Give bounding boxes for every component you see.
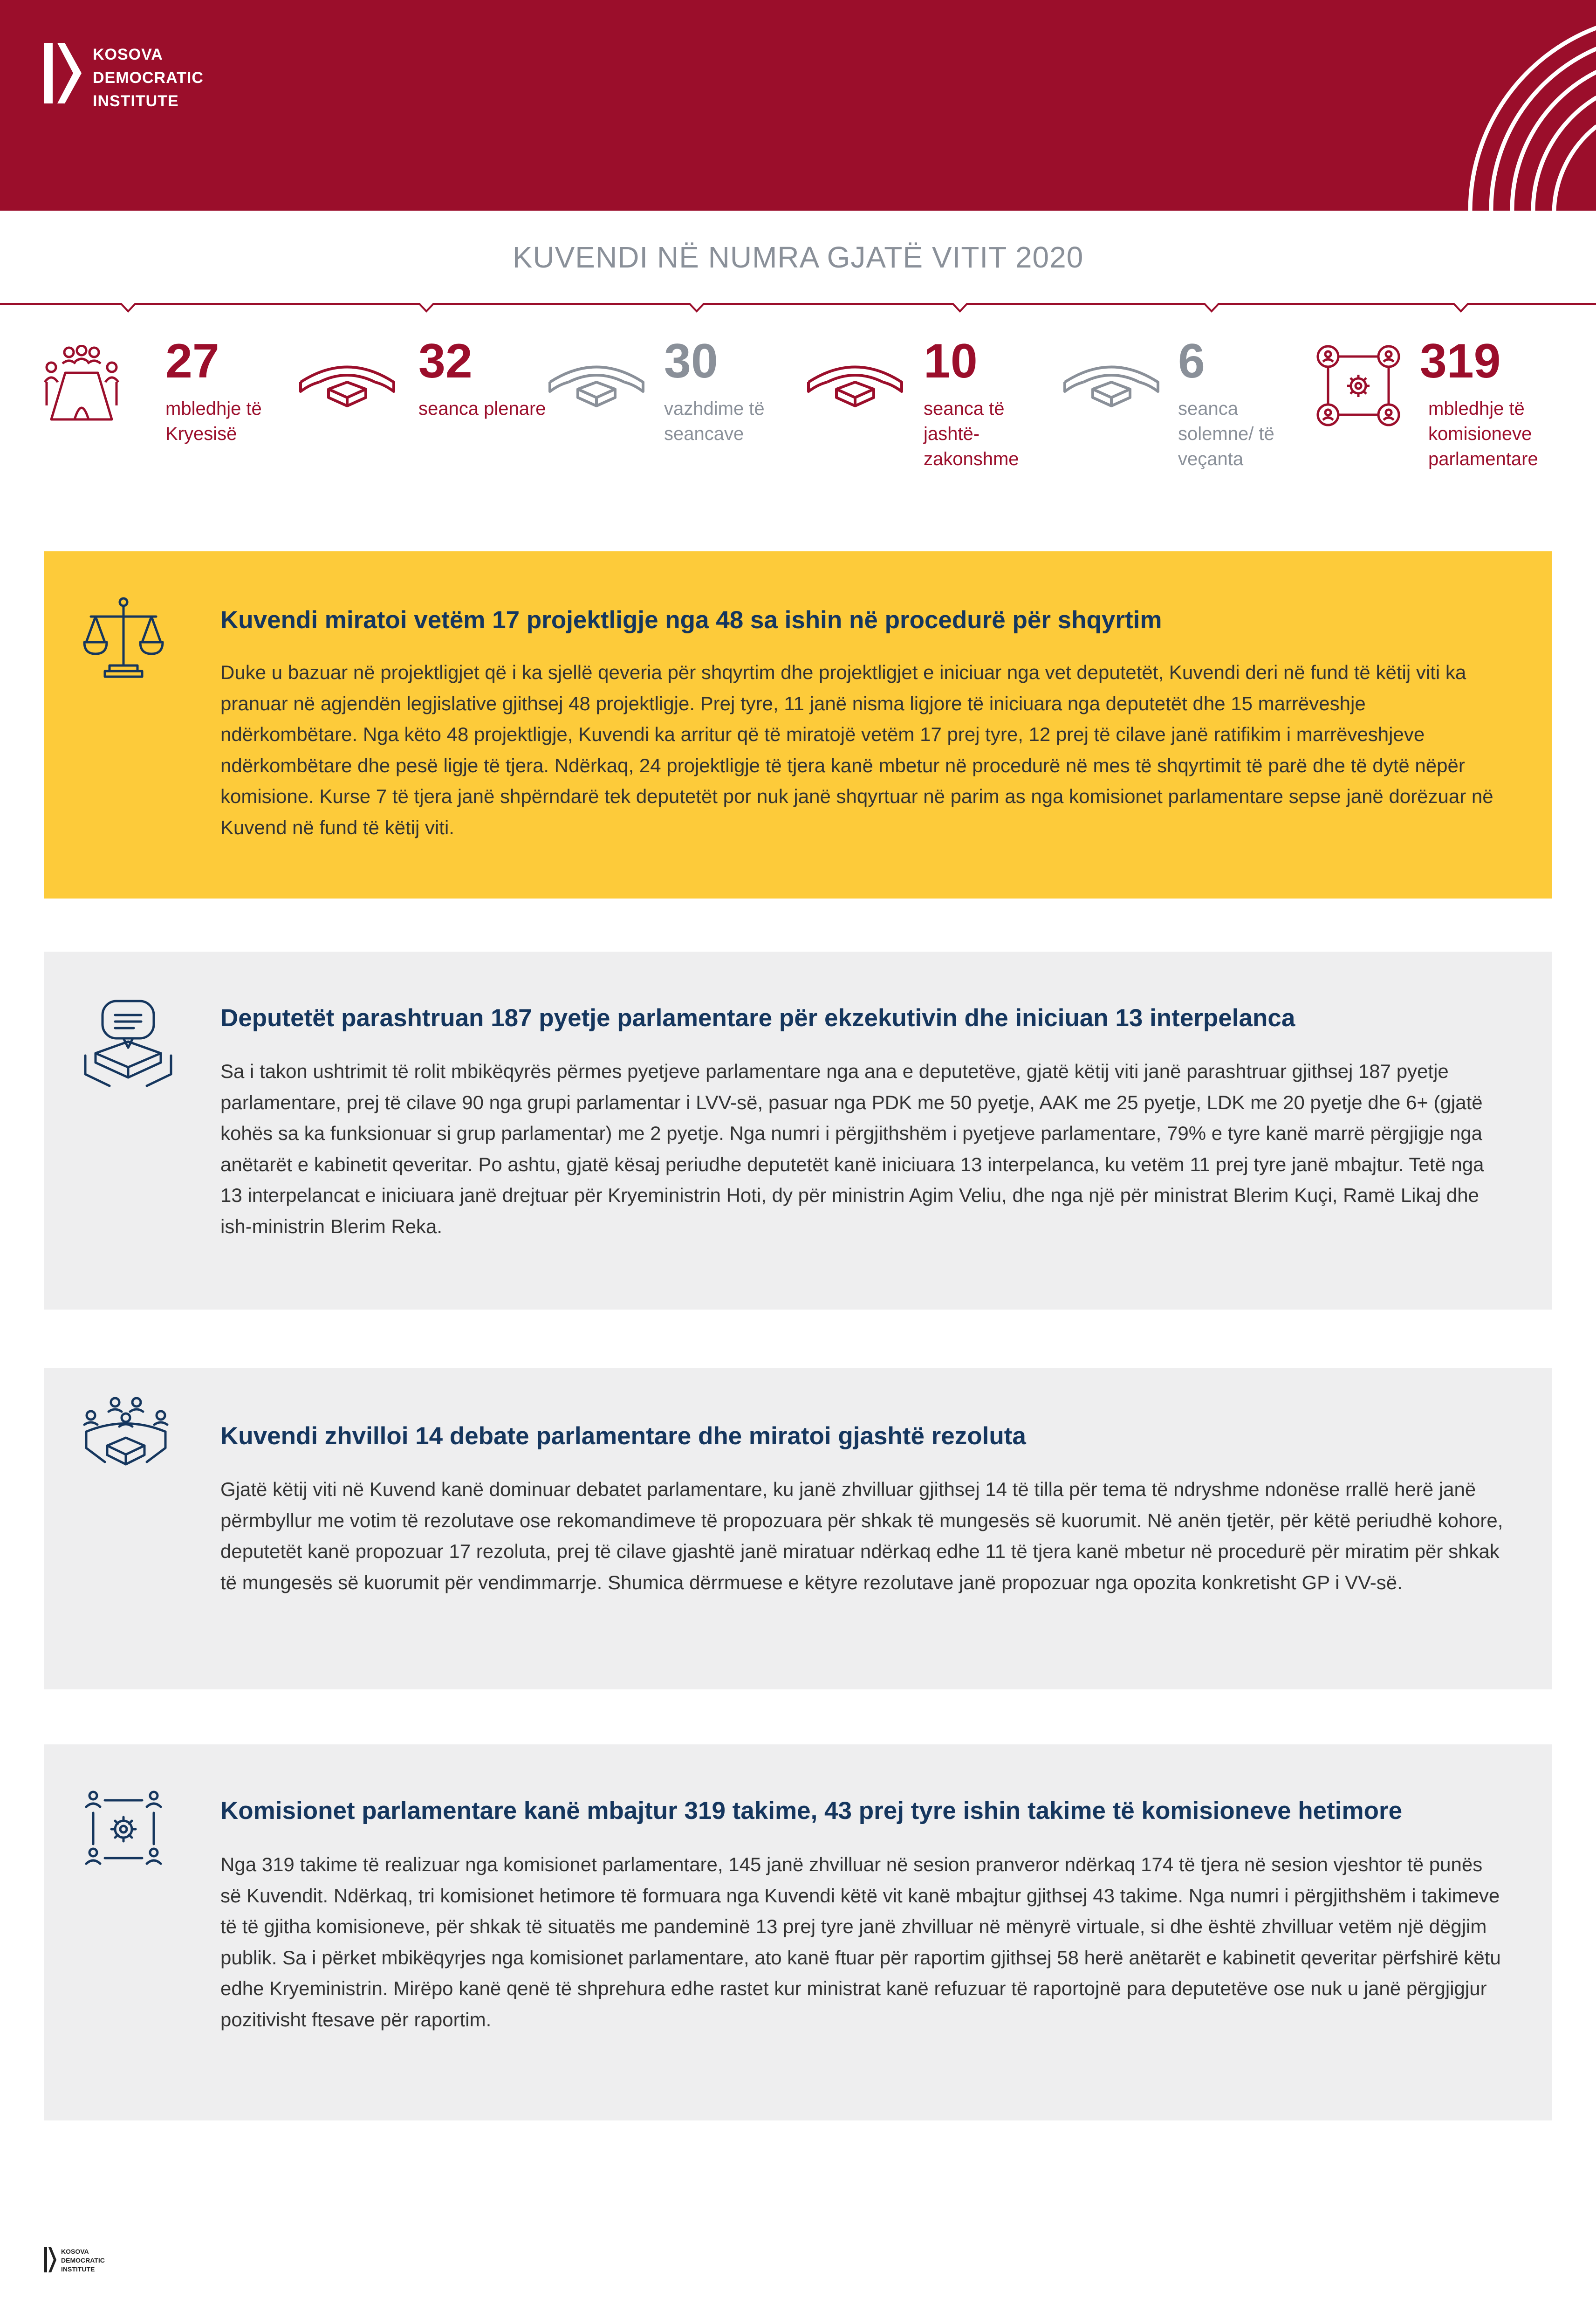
section-committees: [44, 1744, 1552, 2120]
section-laws: [44, 551, 1552, 899]
footer-logo-line-2: DEMOCRATIC: [61, 2257, 105, 2264]
kdi-logo: [44, 43, 204, 113]
section-heading: Kuvendi zhvilloi 14 debate parlamentare dhe miratoi gjashtë rezoluta: [220, 1422, 1026, 1450]
hall-continuation-icon: [545, 357, 648, 408]
stat-label: vazhdime të seancave: [664, 398, 765, 444]
header-banner: [0, 0, 1596, 211]
page-title: KUVENDI NË NUMRA GJATË VITIT 2020: [512, 240, 1084, 274]
stat-label: mbledhje të Kryesisë: [165, 398, 262, 444]
stat-label: seanca solemne/ të veçanta: [1178, 398, 1274, 469]
section-body: Sa i takon ushtrimit të rolit mbikëqyrës përmes pyetjeve parlamentare nga ana e deputetëve, gjatë këtij viti janë parashtruar gjithsej 187 pyetje parlamentare, prej të cilave 90 nga grupi parlamentar i LVV-së, pasuar nga PDK me 50 pyetje, AAK me 25 pyetje, LDK me 20 pyetje dhe 6+ (gjatë kohës sa ka funksionuar si grup parlamentar) me 2 pyetje. Nga numri i përgjithshëm i pyetjeve parlamentare, 79% e tyre kanë marrë përgjigje nga anëtarët e kabinetit qeveritar. Po ashtu, gjatë kësaj periudhe deputetët kanë iniciuara 13 interpelanca, ku vetëm 11 prej tyre janë mbajtur. Tetë nga 13 interpelancat e iniciuara janë drejtuar për Kryeministrin Hoti, dy për ministrin Agim Veliu, dhe nga një për ministrat Blerim Kuçi, Ramë Likaj dhe ish-ministrin Blerim Reka.: [220, 1060, 1484, 1237]
stat-number: 10: [924, 334, 978, 388]
footer-logo-text: [61, 2247, 105, 2274]
section-debates: [44, 1368, 1552, 1689]
footer-logo-line-1: KOSOVA: [61, 2248, 89, 2255]
section-heading: Kuvendi miratoi vetëm 17 projektligje nga 48 sa ishin në procedurë për shqyrtim: [220, 606, 1162, 634]
committee-network-icon: [1316, 345, 1400, 429]
stat-number: 30: [664, 334, 718, 388]
kdi-logo-mark-icon: [44, 2247, 56, 2272]
logo-line-3: INSTITUTE: [93, 92, 179, 110]
stat-label: mbledhje të komisioneve parlamentare: [1428, 398, 1538, 469]
stat-number: 32: [418, 334, 473, 388]
speech-bubble-icon: [82, 997, 175, 1091]
section-body: Duke u bazuar në projektligjet që i ka sjellë qeveria për shqyrtim dhe projektligjet e iniciuar nga vet deputetët, Kuvendi deri në fund të këtij viti ka pranuar në agjendën legjislative gjithsej 48 projektligje. Prej tyre, 11 janë nisma ligjore të iniciuara nga deputetët dhe 15 marrëveshje ndërkombëtare. Nga këto 48 projektligje, Kuvendi ka arritur që të miratojë vetëm 17 prej tyre, 12 prej të cilave janë ratifikim i marrëveshjeve ndërkombëtare dhe pesë ligje të tjera. Ndërkaq, 24 projektligje të tjera kanë mbetur në procedurë në mes të shqyrtimit të parë dhe të dytë nëpër komisione. Kurse 7 të tjera janë shpërndarë tek deputetët por nuk janë shqyrtuar në parim as nga komisionet parlamentare sepse janë dorëzuar në Kuvend në fund të këtij viti.: [220, 661, 1493, 838]
logo-text: [93, 43, 204, 113]
logo-line-1: KOSOVA: [93, 46, 163, 63]
stat-number: 6: [1178, 334, 1205, 388]
kdi-logo-mark-icon: [44, 43, 82, 103]
plenary-hall-icon: [296, 357, 398, 408]
scales-icon: [82, 596, 165, 679]
stats-row: [0, 336, 1596, 494]
stat-label: seanca të jashtë-zakonshme: [924, 398, 1019, 469]
presidency-meeting-icon: [42, 345, 121, 424]
section-heading: Deputetët parashtruan 187 pyetje parlamentare për ekzekutivin dhe iniciuan 13 interpelanca: [220, 1004, 1295, 1032]
section-body: Nga 319 takime të realizuar nga komisionet parlamentare, 145 janë zhvilluar në sesion pranveror ndërkaq 174 të tjera në sesion vjeshtor të punës së Kuvendit. Ndërkaq, tri komisionet hetimore të formuara nga Kuvendi këtë vit kanë mbajtur gjithsej 43 takime. Nga numri i përgjithshëm i takimeve të të gjitha komisioneve, për shkak të situatës me pandeminë 13 prej tyre janë zhvilluar në mënyrë virtuale, si dhe është zhvilluar vetëm një dëgjim publik. Sa i përket mbikëqyrjes nga komisionet parlamentare, ato kanë ftuar për raportim gjithsej 58 herë anëtarët e kabinetit qeveritar përfshirë këtu edhe Kryeministrin. Mirëpo kanë qenë të shprehura edhe rastet kur ministrat kanë refuzuar të raportojnë para deputetëve ose nuk u janë përgjigjur pozitivisht ftesave për raportim.: [220, 1853, 1501, 2031]
title-divider: [0, 298, 1596, 317]
section-heading: Komisionet parlamentare kanë mbajtur 319 takime, 43 prej tyre ishin takime të komisioneve hetimore: [220, 1797, 1403, 1825]
stat-label: seanca plenare: [418, 398, 546, 419]
section-body: Gjatë këtij viti në Kuvend kanë dominuar debatet parlamentare, ku janë zhvilluar gjithsej 14 të tilla për tema të ndryshme ndonëse rrallë herë janë përmbyllur me votim të rezolutave ose rekomandimeve të propozuara për shkak të mungesës së kuorumit. Në anën tjetër, për këtë periudhë kohore, deputetët kanë propozuar 17 rezoluta, prej të cilave gjashtë janë miratuar ndërkaq edhe 11 të tjera kanë mbetur në procedurë për miratim për shkak të mungesës së kuorumit për vendimmarrje. Shumica dërrmuese e këtyre rezolutave janë propozuar nga opozita konkretisht GP i VV-së.: [220, 1478, 1503, 1593]
stat-number: 27: [165, 334, 219, 388]
logo-line-2: DEMOCRATIC: [93, 69, 204, 87]
section-questions: [44, 952, 1552, 1310]
debate-hall-icon: [82, 1397, 170, 1476]
footer-logo-line-3: INSTITUTE: [61, 2265, 95, 2273]
stat-number: 319: [1420, 334, 1501, 388]
committee-gear-icon: [82, 1787, 165, 1871]
decorative-arcs-icon: [1400, 0, 1596, 211]
footer-logo: [44, 2247, 105, 2274]
solemn-hall-icon: [1060, 357, 1163, 408]
extraordinary-hall-icon: [804, 357, 906, 408]
